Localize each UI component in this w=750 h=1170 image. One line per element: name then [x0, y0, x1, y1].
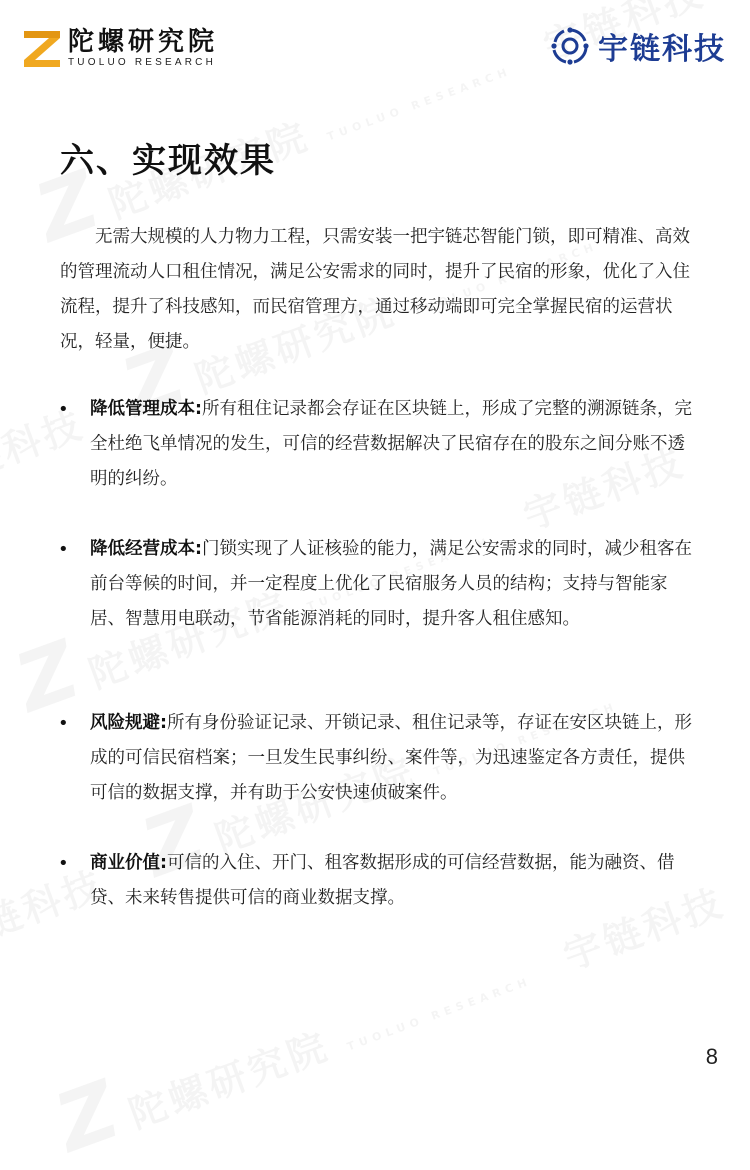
bullet-text: 所有租住记录都会存证在区块链上，形成了完整的溯源链条，完全杜绝飞单情况的发生，可信的经营数据解决了民宿存在的股东之间分账不透明的纠纷。 — [90, 399, 692, 489]
yulian-logo — [550, 24, 726, 68]
bullet-label: 降低经营成本: — [90, 539, 202, 559]
bullet-item — [58, 846, 694, 916]
bullet-text: 所有身份验证记录、开锁记录、租住记录等，存证在安区块链上，形成的可信民宿档案；一旦发生民事纠纷、案件等，为迅速鉴定各方责任，提供可信的数据支撑，并有助于公安快速侦破案件。 — [90, 713, 692, 803]
bullet-item — [58, 392, 694, 497]
bullet-label: 降低管理成本: — [90, 399, 202, 419]
bullet-dot-icon: • — [58, 713, 69, 734]
bullet-label: 风险规避: — [90, 713, 167, 733]
bullet-dot-icon: • — [58, 399, 69, 420]
bullet-text: 门锁实现了人证核验的能力，满足公安需求的同时，减少租客在前台等候的时间，并一定程度上优化了民宿服务人员的结构；支持与智能家居、智慧用电联动，节省能源消耗的同时，提升客人租住感知。 — [90, 539, 692, 629]
tuoluo-logo-name: 陀螺研究院 — [68, 26, 219, 57]
bullet-dot-icon: • — [58, 853, 69, 874]
bullet-label: 商业价值: — [90, 853, 167, 873]
bullet-text: 可信的入住、开门、租客数据形成的可信经营数据，能为融资、借贷、未来转售提供可信的商业数据支撑。 — [90, 853, 675, 908]
page-number: 8 — [705, 1044, 718, 1069]
tuoluo-z-icon — [20, 27, 64, 69]
section-title: 六、实现效果 — [60, 141, 276, 181]
intro-paragraph: 无需大规模的人力物力工程，只需安装一把宇链芯智能门锁，即可精准、高效的管理流动人口租住情况，满足公安需求的同时，提升了民宿的形象，优化了入住流程，提升了科技感知，而民宿管理方，通过移动端即可完全掌握民宿的运营状况，轻量，便捷。 — [60, 227, 690, 352]
tuoluo-logo — [20, 24, 218, 72]
bullet-item — [58, 532, 694, 637]
yulian-mark-icon — [550, 26, 590, 66]
page-header — [0, 0, 750, 80]
bullet-dot-icon: • — [58, 539, 69, 560]
tuoluo-logo-subtitle: TUOLUO RESEARCH — [68, 56, 217, 68]
bullet-item — [58, 706, 694, 811]
yulian-logo-name: 宇链科技 — [598, 32, 726, 67]
